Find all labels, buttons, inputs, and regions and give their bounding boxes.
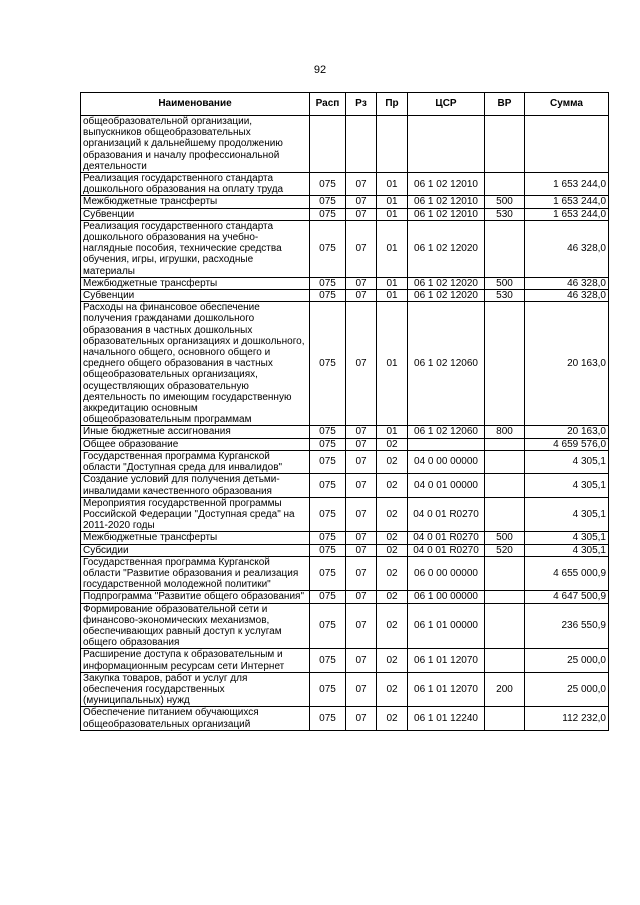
cell-rz: 07 bbox=[346, 196, 377, 208]
cell-rasp: 075 bbox=[310, 302, 346, 426]
cell-sum: 46 328,0 bbox=[525, 277, 609, 289]
cell-pr: 02 bbox=[377, 603, 408, 649]
header-rz: Рз bbox=[346, 93, 377, 116]
cell-sum: 20 163,0 bbox=[525, 426, 609, 438]
cell-pr: 02 bbox=[377, 497, 408, 532]
cell-csr: 06 1 02 12010 bbox=[408, 208, 485, 220]
cell-csr: 06 1 02 12020 bbox=[408, 277, 485, 289]
cell-sum: 4 647 500,9 bbox=[525, 591, 609, 603]
cell-pr: 01 bbox=[377, 196, 408, 208]
cell-rasp: 075 bbox=[310, 220, 346, 277]
cell-rz: 07 bbox=[346, 556, 377, 591]
cell-vr: 530 bbox=[485, 290, 525, 302]
cell-rz: 07 bbox=[346, 672, 377, 707]
cell-pr: 01 bbox=[377, 277, 408, 289]
cell-name: Субвенции bbox=[81, 208, 310, 220]
cell-vr bbox=[485, 474, 525, 497]
cell-rz: 07 bbox=[346, 290, 377, 302]
cell-pr: 02 bbox=[377, 532, 408, 544]
cell-name: Иные бюджетные ассигнования bbox=[81, 426, 310, 438]
cell-pr: 01 bbox=[377, 220, 408, 277]
cell-sum: 46 328,0 bbox=[525, 290, 609, 302]
cell-pr: 02 bbox=[377, 438, 408, 450]
cell-sum: 4 305,1 bbox=[525, 532, 609, 544]
cell-rz: 07 bbox=[346, 707, 377, 730]
budget-table bbox=[80, 92, 609, 731]
table-row bbox=[81, 649, 609, 672]
cell-name: Расходы на финансовое обеспечение получения гражданами дошкольного образования в частных дошкольных образовательных организациях и дошкольного, начального общего, основного общего и среднего общего образования в частных общеобразовательных организациях, осуществляющих образовательную деятельность по имеющим государственную аккредитацию основным общеобразовательным программам bbox=[81, 302, 310, 426]
table-row bbox=[81, 277, 609, 289]
cell-vr bbox=[485, 438, 525, 450]
cell-name: Государственная программа Курганской области "Доступная среда для инвалидов" bbox=[81, 450, 310, 473]
header-name: Наименование bbox=[81, 93, 310, 116]
cell-name: Реализация государственного стандарта дошкольного образования на учебно-наглядные пособия, технические средства обучения, игры, игрушки, расходные материалы bbox=[81, 220, 310, 277]
cell-rz: 07 bbox=[346, 603, 377, 649]
cell-vr bbox=[485, 116, 525, 173]
table-body bbox=[81, 116, 609, 731]
cell-vr: 500 bbox=[485, 532, 525, 544]
page-number: 92 bbox=[313, 64, 327, 76]
cell-vr bbox=[485, 649, 525, 672]
cell-csr: 04 0 01 R0270 bbox=[408, 532, 485, 544]
cell-csr: 04 0 00 00000 bbox=[408, 450, 485, 473]
cell-sum: 112 232,0 bbox=[525, 707, 609, 730]
cell-csr: 06 1 01 12070 bbox=[408, 649, 485, 672]
cell-rasp: 075 bbox=[310, 474, 346, 497]
cell-csr: 04 0 01 R0270 bbox=[408, 544, 485, 556]
header-vr: ВР bbox=[485, 93, 525, 116]
cell-csr: 06 1 01 12240 bbox=[408, 707, 485, 730]
cell-sum: 4 659 576,0 bbox=[525, 438, 609, 450]
cell-vr bbox=[485, 707, 525, 730]
cell-rz: 07 bbox=[346, 426, 377, 438]
cell-vr bbox=[485, 450, 525, 473]
table-row bbox=[81, 220, 609, 277]
cell-name: Мероприятия государственной программы Российской Федерации "Доступная среда" на 2011-2020 годы bbox=[81, 497, 310, 532]
header-sum: Сумма bbox=[525, 93, 609, 116]
cell-rz: 07 bbox=[346, 302, 377, 426]
cell-rz: 07 bbox=[346, 591, 377, 603]
cell-vr: 500 bbox=[485, 196, 525, 208]
cell-rz: 07 bbox=[346, 497, 377, 532]
cell-name: Субсидии bbox=[81, 544, 310, 556]
header-pr: Пр bbox=[377, 93, 408, 116]
cell-pr bbox=[377, 116, 408, 173]
table-row bbox=[81, 707, 609, 730]
cell-rasp: 075 bbox=[310, 438, 346, 450]
cell-name: Субвенции bbox=[81, 290, 310, 302]
cell-pr: 01 bbox=[377, 302, 408, 426]
cell-rz: 07 bbox=[346, 220, 377, 277]
cell-name: Государственная программа Курганской области "Развитие образования и реализация государственной молодежной политики" bbox=[81, 556, 310, 591]
cell-csr: 06 0 00 00000 bbox=[408, 556, 485, 591]
cell-vr: 500 bbox=[485, 277, 525, 289]
cell-rz bbox=[346, 116, 377, 173]
cell-pr: 02 bbox=[377, 649, 408, 672]
cell-csr bbox=[408, 116, 485, 173]
cell-sum: 25 000,0 bbox=[525, 649, 609, 672]
cell-name: Межбюджетные трансферты bbox=[81, 196, 310, 208]
table-row bbox=[81, 591, 609, 603]
cell-sum bbox=[525, 116, 609, 173]
cell-csr: 06 1 02 12020 bbox=[408, 290, 485, 302]
cell-sum: 236 550,9 bbox=[525, 603, 609, 649]
table-row bbox=[81, 474, 609, 497]
cell-pr: 02 bbox=[377, 672, 408, 707]
table-header-row bbox=[81, 93, 609, 116]
cell-rz: 07 bbox=[346, 438, 377, 450]
cell-sum: 4 655 000,9 bbox=[525, 556, 609, 591]
cell-rasp: 075 bbox=[310, 672, 346, 707]
table-row bbox=[81, 173, 609, 196]
cell-rz: 07 bbox=[346, 208, 377, 220]
cell-csr: 06 1 02 12010 bbox=[408, 173, 485, 196]
cell-sum: 1 653 244,0 bbox=[525, 173, 609, 196]
cell-rasp: 075 bbox=[310, 208, 346, 220]
table-row bbox=[81, 532, 609, 544]
cell-pr: 01 bbox=[377, 173, 408, 196]
cell-vr bbox=[485, 173, 525, 196]
cell-sum: 46 328,0 bbox=[525, 220, 609, 277]
cell-pr: 02 bbox=[377, 591, 408, 603]
cell-sum: 25 000,0 bbox=[525, 672, 609, 707]
table-row bbox=[81, 302, 609, 426]
header-rasp: Расп bbox=[310, 93, 346, 116]
cell-vr: 200 bbox=[485, 672, 525, 707]
cell-csr: 06 1 01 00000 bbox=[408, 603, 485, 649]
cell-name: Расширение доступа к образовательным и информационным ресурсам сети Интернет bbox=[81, 649, 310, 672]
cell-rz: 07 bbox=[346, 544, 377, 556]
cell-pr: 02 bbox=[377, 544, 408, 556]
cell-rasp: 075 bbox=[310, 426, 346, 438]
cell-csr: 04 0 01 00000 bbox=[408, 474, 485, 497]
cell-csr: 06 1 02 12060 bbox=[408, 302, 485, 426]
cell-csr: 06 1 02 12060 bbox=[408, 426, 485, 438]
cell-vr: 530 bbox=[485, 208, 525, 220]
cell-vr bbox=[485, 591, 525, 603]
cell-csr: 06 1 02 12010 bbox=[408, 196, 485, 208]
cell-name: Межбюджетные трансферты bbox=[81, 532, 310, 544]
cell-sum: 4 305,1 bbox=[525, 474, 609, 497]
cell-pr: 01 bbox=[377, 208, 408, 220]
table-row bbox=[81, 290, 609, 302]
cell-name: Создание условий для получения детьми-инвалидами качественного образования bbox=[81, 474, 310, 497]
cell-pr: 02 bbox=[377, 707, 408, 730]
cell-pr: 02 bbox=[377, 556, 408, 591]
cell-rasp: 075 bbox=[310, 277, 346, 289]
cell-csr bbox=[408, 438, 485, 450]
table-row bbox=[81, 438, 609, 450]
cell-rz: 07 bbox=[346, 532, 377, 544]
cell-rasp bbox=[310, 116, 346, 173]
cell-name: Закупка товаров, работ и услуг для обеспечения государственных (муниципальных) нужд bbox=[81, 672, 310, 707]
cell-rz: 07 bbox=[346, 173, 377, 196]
cell-rasp: 075 bbox=[310, 707, 346, 730]
cell-csr: 06 1 02 12020 bbox=[408, 220, 485, 277]
table-row bbox=[81, 450, 609, 473]
cell-rz: 07 bbox=[346, 450, 377, 473]
cell-name: Подпрограмма "Развитие общего образования" bbox=[81, 591, 310, 603]
cell-rasp: 075 bbox=[310, 173, 346, 196]
cell-sum: 1 653 244,0 bbox=[525, 196, 609, 208]
table-row bbox=[81, 208, 609, 220]
table-row bbox=[81, 426, 609, 438]
cell-rz: 07 bbox=[346, 474, 377, 497]
cell-vr bbox=[485, 603, 525, 649]
cell-rasp: 075 bbox=[310, 649, 346, 672]
cell-csr: 06 1 00 00000 bbox=[408, 591, 485, 603]
cell-sum: 20 163,0 bbox=[525, 302, 609, 426]
cell-name: Реализация государственного стандарта дошкольного образования на оплату труда bbox=[81, 173, 310, 196]
cell-rasp: 075 bbox=[310, 591, 346, 603]
cell-vr bbox=[485, 497, 525, 532]
cell-name: Межбюджетные трансферты bbox=[81, 277, 310, 289]
cell-rz: 07 bbox=[346, 277, 377, 289]
cell-sum: 4 305,1 bbox=[525, 450, 609, 473]
cell-pr: 02 bbox=[377, 450, 408, 473]
cell-sum: 4 305,1 bbox=[525, 544, 609, 556]
header-csr: ЦСР bbox=[408, 93, 485, 116]
cell-vr: 800 bbox=[485, 426, 525, 438]
cell-rasp: 075 bbox=[310, 556, 346, 591]
cell-rasp: 075 bbox=[310, 603, 346, 649]
cell-vr bbox=[485, 556, 525, 591]
cell-name: Формирование образовательной сети и финансово-экономических механизмов, обеспечивающих равный доступ к услугам общего образования bbox=[81, 603, 310, 649]
cell-rasp: 075 bbox=[310, 497, 346, 532]
cell-sum: 4 305,1 bbox=[525, 497, 609, 532]
cell-name: общеобразовательной организации, выпускников общеобразовательных организаций к дальнейшему продолжению образования и началу профессиональной деятельности bbox=[81, 116, 310, 173]
cell-rasp: 075 bbox=[310, 450, 346, 473]
table-row bbox=[81, 672, 609, 707]
cell-csr: 06 1 01 12070 bbox=[408, 672, 485, 707]
table-row bbox=[81, 116, 609, 173]
cell-rasp: 075 bbox=[310, 196, 346, 208]
cell-rasp: 075 bbox=[310, 544, 346, 556]
table-row bbox=[81, 497, 609, 532]
cell-sum: 1 653 244,0 bbox=[525, 208, 609, 220]
cell-vr bbox=[485, 220, 525, 277]
cell-name: Общее образование bbox=[81, 438, 310, 450]
cell-rasp: 075 bbox=[310, 290, 346, 302]
table-row bbox=[81, 556, 609, 591]
cell-pr: 01 bbox=[377, 290, 408, 302]
table-row bbox=[81, 603, 609, 649]
cell-csr: 04 0 01 R0270 bbox=[408, 497, 485, 532]
cell-pr: 01 bbox=[377, 426, 408, 438]
cell-vr: 520 bbox=[485, 544, 525, 556]
cell-vr bbox=[485, 302, 525, 426]
cell-pr: 02 bbox=[377, 474, 408, 497]
cell-rasp: 075 bbox=[310, 532, 346, 544]
table-row bbox=[81, 544, 609, 556]
cell-rz: 07 bbox=[346, 649, 377, 672]
table-row bbox=[81, 196, 609, 208]
cell-name: Обеспечение питанием обучающихся общеобразовательных организаций bbox=[81, 707, 310, 730]
